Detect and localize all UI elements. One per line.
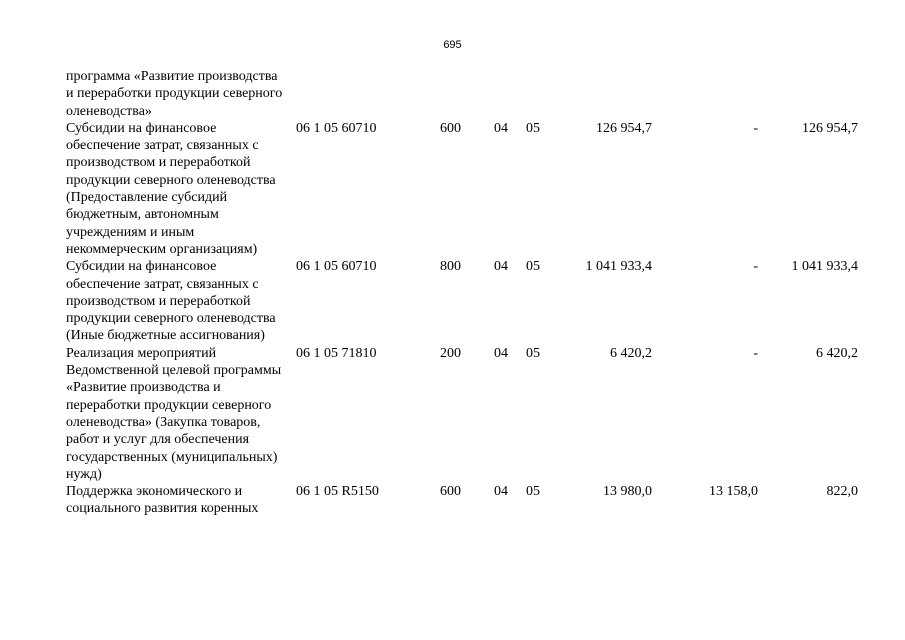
table-row bbox=[0, 258, 905, 344]
row-section: 04 bbox=[494, 120, 508, 136]
row-expense-type: 600 bbox=[440, 120, 461, 136]
row-name: программа «Развитие производства и переработки продукции северного оленеводства» bbox=[66, 69, 283, 119]
row-total: 6 420,2 bbox=[610, 345, 652, 361]
row-subsection: 05 bbox=[526, 345, 540, 361]
row-section: 04 bbox=[494, 484, 508, 500]
row-code: 06 1 05 R5150 bbox=[296, 484, 379, 500]
row-total: 13 980,0 bbox=[603, 484, 652, 500]
row-subsection: 05 bbox=[526, 484, 540, 500]
row-federal: - bbox=[753, 345, 758, 361]
row-regional: 822,0 bbox=[826, 484, 858, 500]
row-code: 06 1 05 60710 bbox=[296, 259, 377, 275]
row-expense-type: 600 bbox=[440, 484, 461, 500]
row-expense-type: 200 bbox=[440, 345, 461, 361]
row-total: 126 954,7 bbox=[596, 120, 652, 136]
table-row bbox=[0, 120, 905, 258]
row-total: 1 041 933,4 bbox=[585, 259, 652, 275]
row-name: Субсидии на финансовое обеспечение затрат, связанных с производством и переработкой продукции северного оленеводства (Предоставление субсидий бюджетным, автономным учреждениям и иным некоммерческим организациям) bbox=[66, 120, 276, 257]
table-row bbox=[0, 68, 905, 120]
row-subsection: 05 bbox=[526, 120, 540, 136]
row-regional: 126 954,7 bbox=[802, 120, 858, 136]
table-row bbox=[0, 345, 905, 483]
row-federal: 13 158,0 bbox=[709, 484, 758, 500]
page-number: 695 bbox=[443, 39, 462, 51]
row-regional: 6 420,2 bbox=[816, 345, 858, 361]
budget-table bbox=[0, 68, 905, 518]
row-section: 04 bbox=[494, 345, 508, 361]
row-federal: - bbox=[753, 120, 758, 136]
row-code: 06 1 05 71810 bbox=[296, 345, 377, 361]
table-row bbox=[0, 483, 905, 518]
row-expense-type: 800 bbox=[440, 259, 461, 275]
row-section: 04 bbox=[494, 259, 508, 275]
row-code: 06 1 05 60710 bbox=[296, 120, 377, 136]
row-name: Субсидии на финансовое обеспечение затрат, связанных с производством и переработкой продукции северного оленеводства (Иные бюджетные ассигнования) bbox=[66, 259, 276, 344]
row-regional: 1 041 933,4 bbox=[791, 259, 858, 275]
row-subsection: 05 bbox=[526, 259, 540, 275]
row-federal: - bbox=[753, 259, 758, 275]
row-name: Поддержка экономического и социального развития коренных bbox=[66, 484, 259, 517]
row-name: Реализация мероприятий Ведомственной целевой программы «Развитие производства и переработки продукции северного оленеводства» (Закупка товаров, работ и услуг для обеспечения государственных (муниципальных) нужд) bbox=[66, 345, 282, 482]
